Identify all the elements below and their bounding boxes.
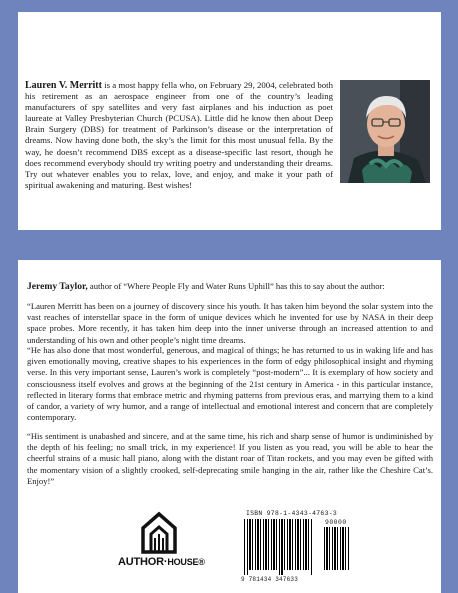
ean-number: 9 781434 347633 — [241, 576, 299, 583]
registered-mark: ® — [198, 557, 205, 567]
review-paragraph: “His sentiment is unabashed and sincere, and at the same time, his rich and sharp sense of humor is undiminished by the depth of his feeling; no small trick, in my experience! If you listen as you read, you will be able to hear the cheerful strains of a music hall piano, along with the distant roar of Titan rockets, and you may even be gifted with the momentary vision of a slightly crooked, self-deprecating smile hanging in the air, rather like the Cheshire Cat’s. Enjoy!” — [27, 431, 433, 486]
review-intro — [27, 281, 432, 292]
publisher-wordmark: AUTHOR·HOUSE® — [118, 556, 205, 568]
author-photo — [340, 80, 430, 183]
author-bio — [25, 80, 333, 191]
review-paragraph: “Lauren Merritt has been on a journey of discovery since his youth. It has taken him beyond the solar system into the vast reaches of interstellar space in the form of unique devices which he invented for use by NASA in their deep space probes. More recently, it has taken him deep into the inner universe through an increased attention to and understanding of his own and other people’s night time dreams. — [27, 301, 433, 345]
isbn-label: ISBN 978-1-4343-4763-3 — [246, 510, 337, 517]
author-portrait-image — [340, 80, 430, 183]
review-paragraph: “He has also done that most wonderful, generous, and magical of things; he has returned to us in waking life and has given emotionally moving, creative shapes to his experiences in the form of edgy philosophical insight and rhyming verse. In this very important sense, Lauren’s work is completely “post-modern”... It is exemplary of how society and consciousness itself evolves and grows at the beginning of the 21st century in America - in this particular instance, reflected in literary forms that embrace metric and rhyming patterns from previous eras, and marrying them to a kind of candor, a variety of wry humor, and a range of intellectual and emotional interest and concern that are completely contemporary. — [27, 345, 433, 423]
house-logo-icon — [118, 510, 200, 556]
publisher-name-author: AUTHOR — [118, 556, 164, 568]
publisher-logo — [118, 510, 205, 580]
publisher-name-house: HOUSE — [167, 557, 199, 567]
review-panel — [18, 260, 441, 593]
reviewer-name: Jeremy Taylor, — [27, 281, 88, 292]
author-name: Lauren V. Merritt — [25, 80, 102, 91]
author-bio-panel — [18, 12, 441, 230]
review-intro-text: author of “Where People Fly and Water Runs Uphill” has this to say about the author: — [87, 281, 385, 291]
price-code: 90000 — [325, 519, 347, 526]
isbn-barcode — [236, 510, 358, 584]
author-bio-text: is a most happy fella who, on February 29, 2004, celebrated both his retirement as an aerospace engineer from one of the country’s leading manufacturers of spy satellites and very fast airplanes and his induction as poet laureate at Valley Presbyterian Church (PCUSA). Little did he know then about Deep Brain Surgery (DBS) for treatment of Parkinson’s disease or the interpretation of dreams. Now having done both, the sky’s the limit for this most unusual fella. By the way, he doesn’t recommend DBS except as a disease-specific last resort, though he does recommend everybody should try writing poetry and understanding their dreams. Try out whatever enables you to relax, love, and enjoy, and make it your path of spiritual awakening and maturing. Best wishes! — [25, 80, 333, 190]
barcode-bars — [244, 519, 322, 575]
price-barcode-bars — [324, 527, 354, 575]
